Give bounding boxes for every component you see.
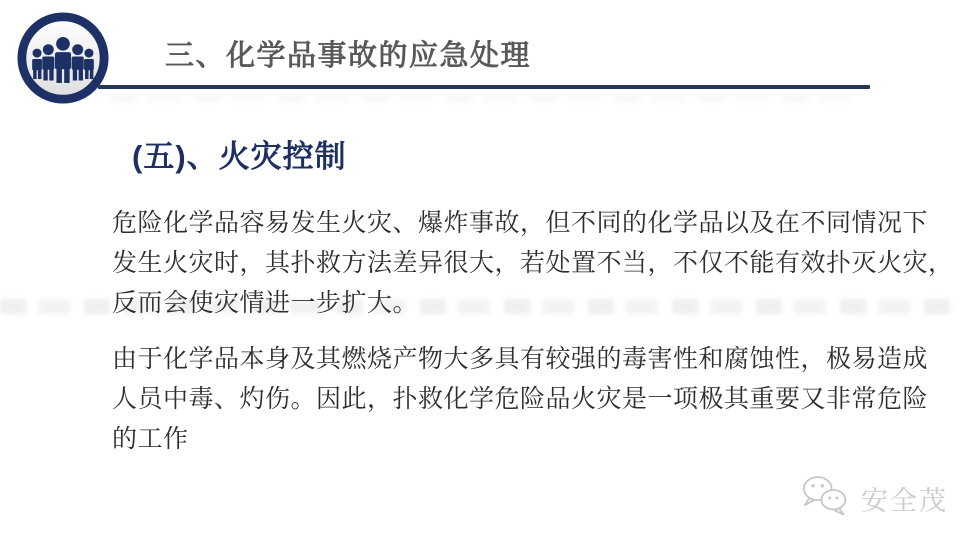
header-divider xyxy=(98,85,870,89)
brand-label: 安全茂 xyxy=(861,486,948,516)
people-group-icon xyxy=(16,11,110,105)
paragraph-line: 危险化学品容易发生火灾、爆炸事故，但不同的化学品以及在不同情况下 xyxy=(112,209,929,237)
page-title: 三、化学品事故的应急处理 xyxy=(165,40,532,72)
paragraph-line: 人员中毒、灼伤。因此，扑救化学危险品火灾是一项极其重要又非常危险 xyxy=(112,385,929,413)
body-paragraph xyxy=(112,339,929,459)
brand-watermark xyxy=(797,472,948,525)
paragraph-line: 发生火灾时，其扑救方法差异很大，若处置不当，不仅不能有效扑灭火灾， xyxy=(112,249,954,277)
body-paragraph xyxy=(112,203,954,323)
paragraph-line: 的工作 xyxy=(112,425,189,453)
watermark-band xyxy=(110,94,850,102)
section-subtitle: (五)、火灾控制 xyxy=(132,139,347,174)
paragraph-line: 由于化学品本身及其燃烧产物大多具有较强的毒害性和腐蚀性，极易造成 xyxy=(112,345,929,373)
body-text xyxy=(112,203,954,459)
paragraph-line: 反而会使灾情进一步扩大。 xyxy=(112,289,419,317)
wechat-icon xyxy=(797,472,855,525)
